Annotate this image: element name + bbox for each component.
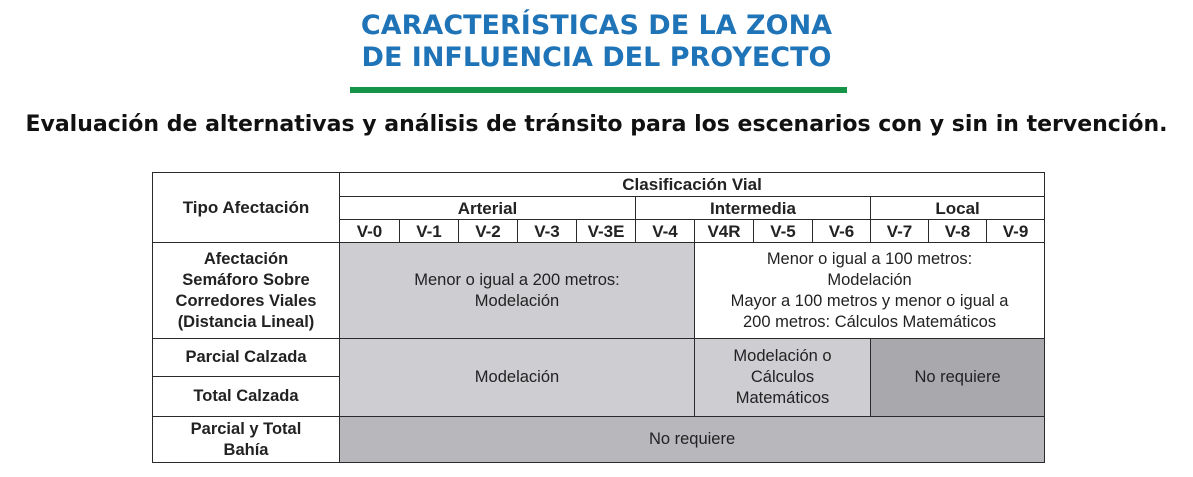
header-clasificacion-vial: Clasificación Vial <box>340 173 1045 197</box>
code-v1: V-1 <box>400 220 459 243</box>
group-local: Local <box>871 197 1045 220</box>
cell-semaforo-right-line-2: Modelación <box>827 270 912 289</box>
cell-calzada-mid-line-3: Matemáticos <box>735 389 830 407</box>
group-arterial: Arterial <box>340 197 636 220</box>
code-v2: V-2 <box>459 220 518 243</box>
cell-calzada-modelacion: Modelación <box>340 339 695 417</box>
row-label-bahia <box>153 417 340 463</box>
row-label-semaforo-line-1: Afectación <box>203 249 289 268</box>
cell-calzada-mid-line-1: Modelación o <box>733 347 832 365</box>
cell-semaforo-right-line-3: Mayor a 100 metros y menor o igual a <box>730 291 1009 310</box>
row-label-semaforo-line-2: Semáforo Sobre <box>182 270 310 289</box>
page-title-line-2: DE INFLUENCIA DEL PROYECTO <box>361 42 832 73</box>
code-v0: V-0 <box>340 220 400 243</box>
row-label-semaforo <box>153 243 340 339</box>
row-label-semaforo-line-4: (Distancia Lineal) <box>177 312 315 331</box>
title-underline <box>350 87 847 93</box>
code-v7: V-7 <box>871 220 929 243</box>
code-v6: V-6 <box>813 220 871 243</box>
row-label-total-calzada: Total Calzada <box>153 377 340 417</box>
cell-semaforo-arterial <box>340 243 695 339</box>
cell-semaforo-arterial-line-2: Modelación <box>474 291 560 310</box>
code-v3: V-3 <box>518 220 577 243</box>
cell-calzada-mid-line-2: Cálculos <box>750 368 815 386</box>
code-v9: V-9 <box>987 220 1045 243</box>
group-intermedia: Intermedia <box>636 197 871 220</box>
header-tipo-afectacion: Tipo Afectación <box>153 173 340 243</box>
row-label-parcial-calzada: Parcial Calzada <box>153 339 340 377</box>
cell-semaforo-right-line-1: Menor o igual a 100 metros: <box>766 249 973 268</box>
row-label-bahia-line-2: Bahía <box>223 440 269 459</box>
page-title-line-1: CARACTERÍSTICAS DE LA ZONA <box>360 10 833 41</box>
cell-bahia-no-requiere: No requiere <box>340 417 1045 463</box>
cell-calzada-no-requiere: No requiere <box>871 339 1045 417</box>
page-subtitle: Evaluación de alternativas y análisis de tránsito para los escenarios con y sin in tervención. <box>25 112 1168 137</box>
classification-table <box>152 172 1045 463</box>
cell-semaforo-arterial-line-1: Menor o igual a 200 metros: <box>414 270 620 289</box>
page-header <box>0 10 1193 74</box>
code-v8: V-8 <box>929 220 987 243</box>
code-v4r: V4R <box>695 220 754 243</box>
row-label-semaforo-line-3: Corredores Viales <box>175 291 317 310</box>
cell-calzada-modelacion-o-calculos <box>695 339 871 417</box>
cell-semaforo-intermedia-local <box>695 243 1045 339</box>
cell-semaforo-right-line-4: 200 metros: Cálculos Matemáticos <box>742 312 997 331</box>
code-v3e: V-3E <box>577 220 636 243</box>
row-label-bahia-line-1: Parcial y Total <box>190 419 302 438</box>
code-v5: V-5 <box>754 220 813 243</box>
code-v4: V-4 <box>636 220 695 243</box>
